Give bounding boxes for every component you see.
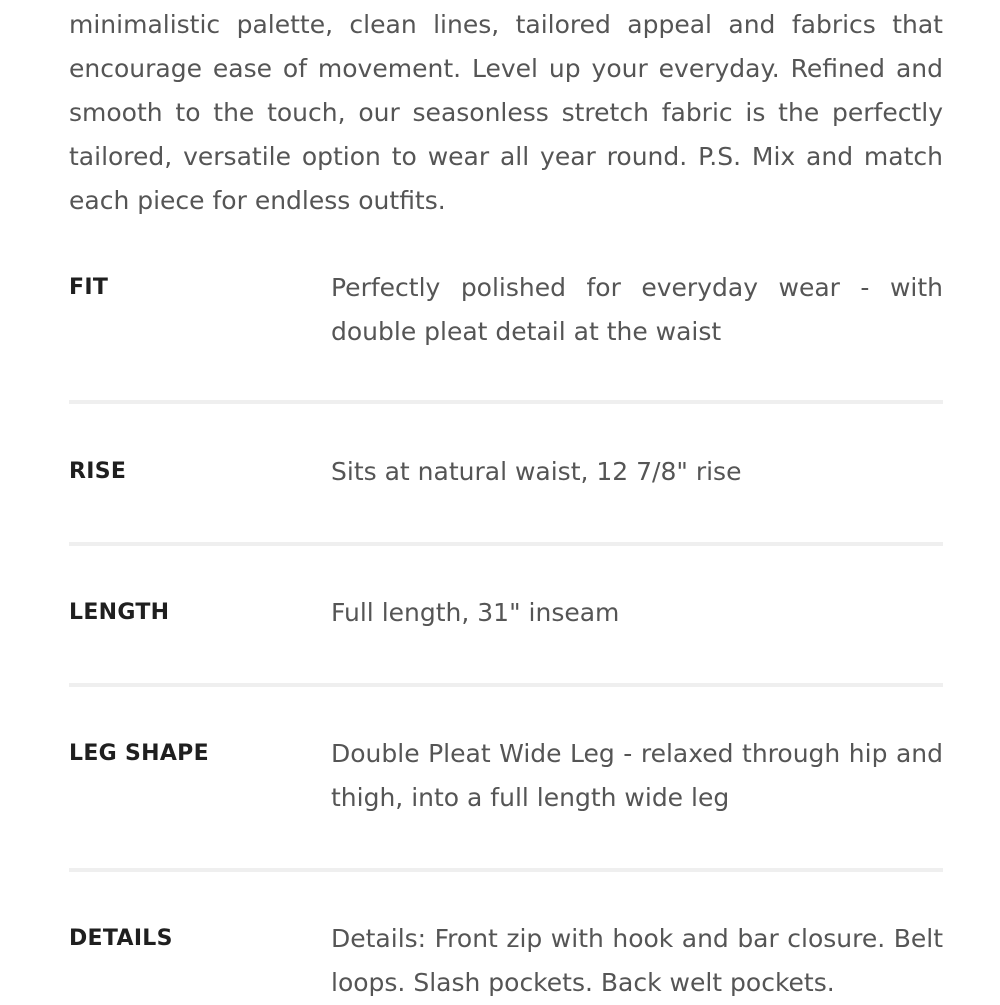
spec-label-length: LENGTH xyxy=(69,600,170,625)
product-details-panel xyxy=(69,0,943,1005)
spec-row-details xyxy=(69,872,943,1005)
spec-label-details: DETAILS xyxy=(69,926,173,951)
product-description: minimalistic palette, clean lines, tailored appeal and fabrics that encourage ease of movement. Level up your everyday. Refined and smooth to the touch, our seasonless stretch fabric is the perfectly tailored, versatile option to wear all year round. P.S. Mix and match each piece for endless outfits. xyxy=(69,10,943,215)
spec-row-fit xyxy=(69,258,943,404)
spec-value-fit: Perfectly polished for everyday wear - with double pleat detail at the waist xyxy=(331,273,943,346)
spec-label-leg-shape: LEG SHAPE xyxy=(69,741,209,766)
spec-value-rise: Sits at natural waist, 12 7/8" rise xyxy=(331,457,742,486)
spec-label-fit: FIT xyxy=(69,275,109,300)
spec-value-length: Full length, 31" inseam xyxy=(331,598,620,627)
spec-row-length xyxy=(69,546,943,687)
spec-row-leg-shape xyxy=(69,687,943,872)
spec-value-leg-shape: Double Pleat Wide Leg - relaxed through hip and thigh, into a full length wide leg xyxy=(331,739,943,812)
spec-label-rise: RISE xyxy=(69,459,127,484)
spec-value-details: Details: Front zip with hook and bar closure. Belt loops. Slash pockets. Back welt pockets. xyxy=(331,924,943,997)
spec-row-rise xyxy=(69,404,943,546)
spec-list xyxy=(69,258,943,1005)
